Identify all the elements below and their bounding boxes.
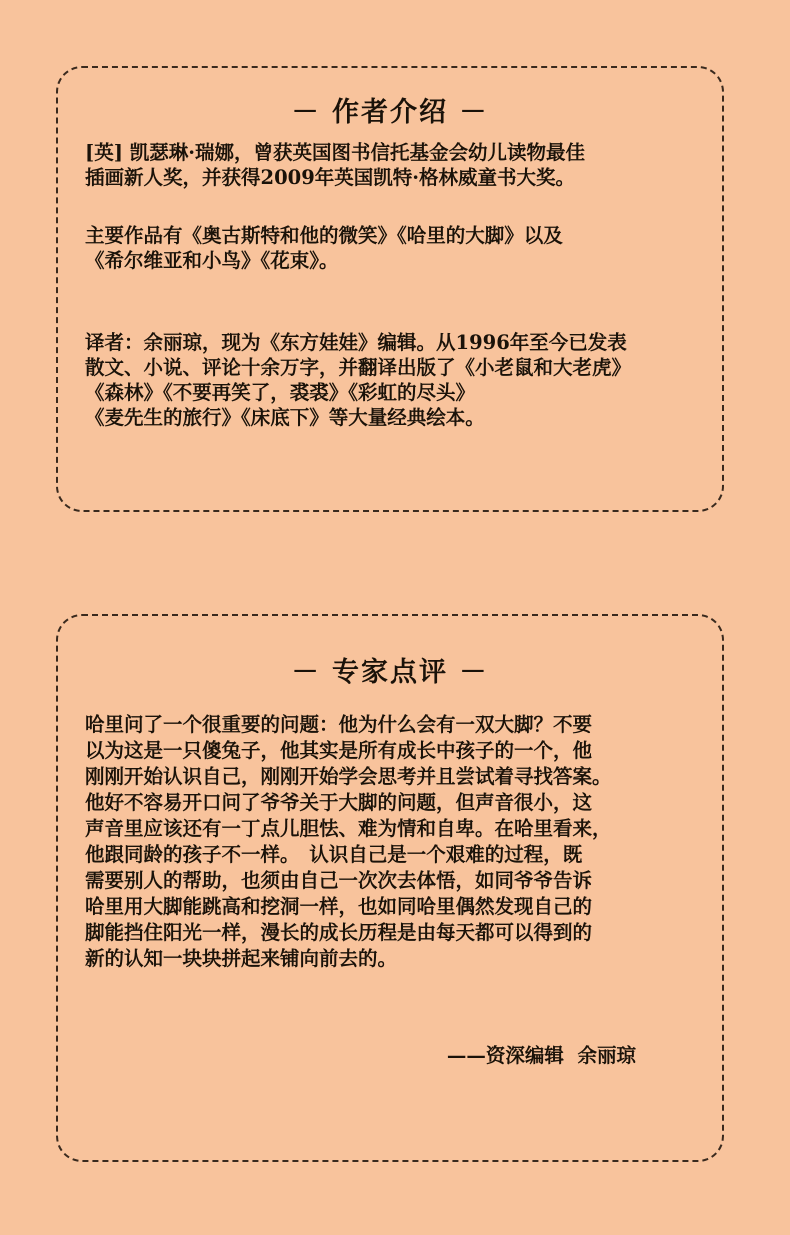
- translator-bio-line: 《森林》《不要再笑了，裘裘》《彩虹的尽头》: [85, 381, 476, 404]
- review-line: 刚刚开始认识自己，刚刚开始学会思考并且尝试着寻找答案。: [85, 765, 612, 788]
- expert-review-title: － 专家点评 －: [291, 657, 489, 688]
- review-line: 他跟同龄的孩子不一样。 认识自己是一个艰难的过程，既: [85, 843, 583, 866]
- author-intro-box: [56, 66, 724, 512]
- expert-review-paragraph: [85, 712, 725, 972]
- author-works-line: 主要作品有《奥古斯特和他的微笑》《哈里的大脚》以及: [85, 224, 563, 247]
- author-bio-paragraph: [85, 140, 725, 190]
- expert-review-box: [56, 614, 724, 1162]
- review-line: 哈里问了一个很重要的问题：他为什么会有一双大脚？不要: [85, 713, 593, 736]
- translator-bio-line: 《麦先生的旅行》《床底下》等大量经典绘本。: [85, 406, 485, 429]
- author-bio-line: [英] 凯瑟琳·瑞娜，曾获英国图书信托基金会幼儿读物最佳: [85, 141, 586, 164]
- review-line: 新的认知一块块拼起来铺向前去的。: [85, 947, 398, 970]
- review-signature: ——资深编辑 余丽琼: [446, 1044, 636, 1067]
- translator-bio-line: 散文、小说、评论十余万字，并翻译出版了《小老鼠和大老虎》: [85, 356, 632, 379]
- review-line: 脚能挡住阳光一样，漫长的成长历程是由每天都可以得到的: [85, 921, 593, 944]
- author-works-paragraph: [85, 223, 725, 273]
- review-line: 他好不容易开口问了爷爷关于大脚的问题，但声音很小，这: [85, 791, 593, 814]
- translator-bio-line: 译者：余丽琼，现为《东方娃娃》编辑。从1996年至今已发表: [85, 331, 627, 354]
- author-works-line: 《希尔维亚和小鸟》《花束》。: [85, 249, 339, 272]
- review-line: 声音里应该还有一丁点儿胆怯、难为情和自卑。在哈里看来，: [85, 817, 612, 840]
- review-line: 哈里用大脚能跳高和挖洞一样，也如同哈里偶然发现自己的: [85, 895, 593, 918]
- author-intro-title: － 作者介绍 －: [291, 97, 489, 128]
- review-line: 以为这是一只傻兔子，他其实是所有成长中孩子的一个，他: [85, 739, 593, 762]
- author-bio-line: 插画新人奖，并获得2009年英国凯特·格林威童书大奖。: [85, 166, 576, 189]
- review-line: 需要别人的帮助，也须由自己一次次去体悟，如同爷爷告诉: [85, 869, 593, 892]
- translator-bio-paragraph: [85, 330, 725, 430]
